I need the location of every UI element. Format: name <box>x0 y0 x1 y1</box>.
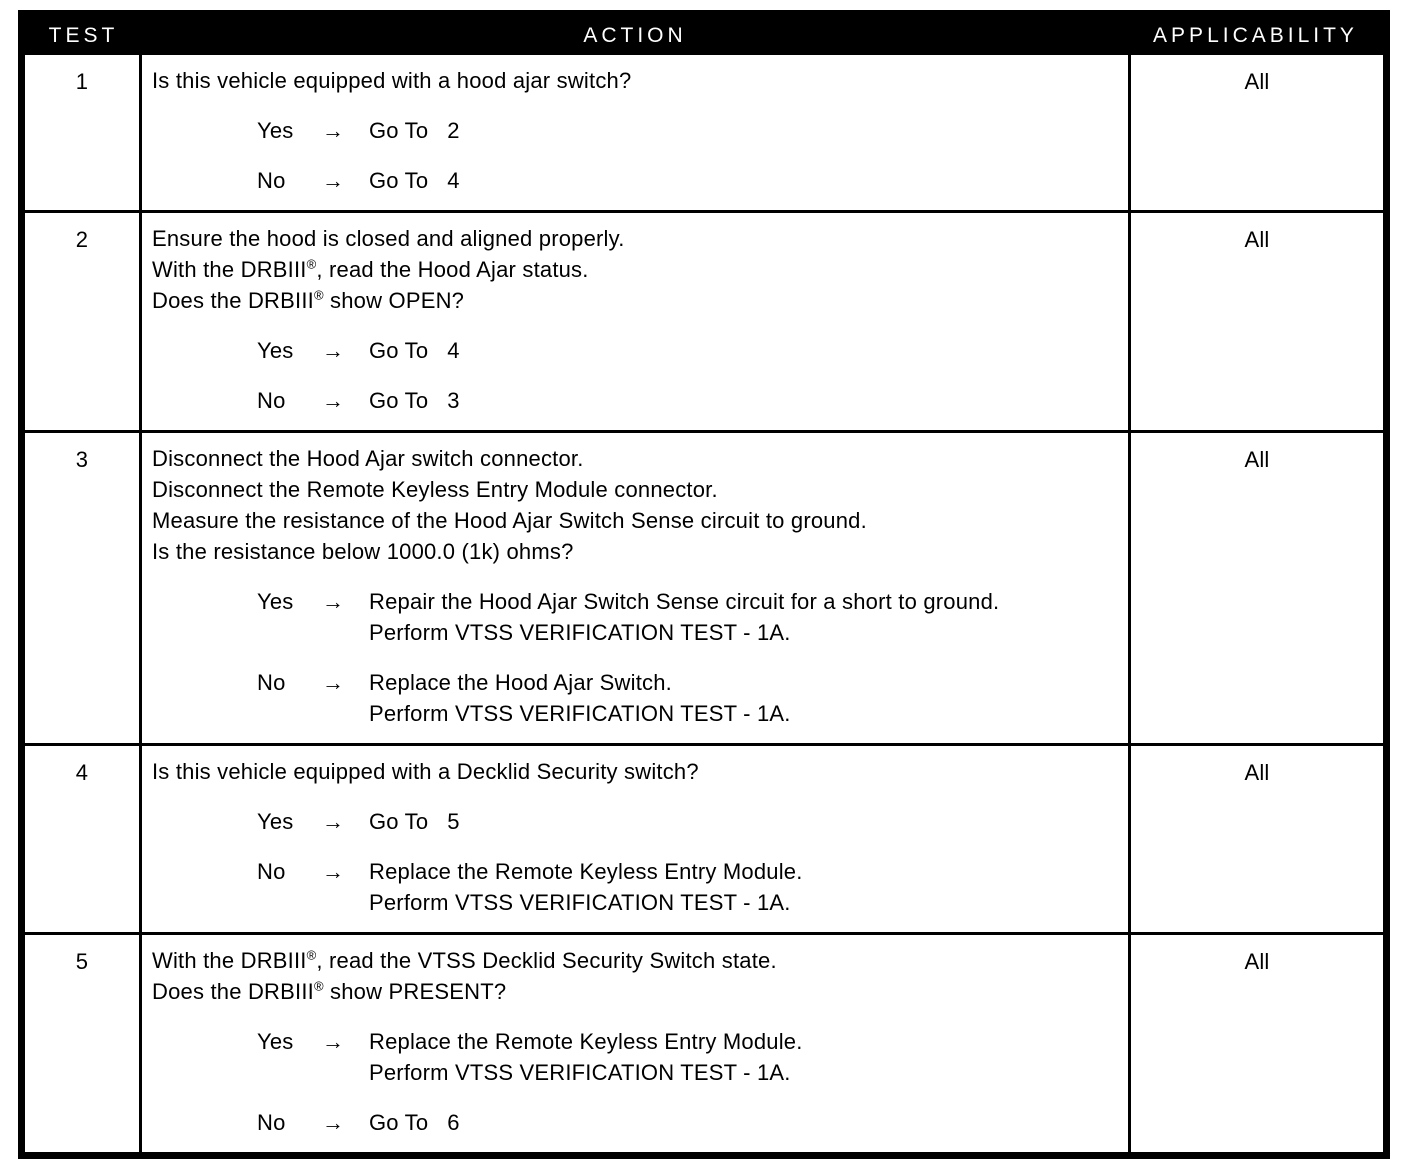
statement-line: Does the DRBIII® show PRESENT? <box>152 978 507 1004</box>
applicability-cell <box>1128 746 1383 932</box>
decision-no <box>257 667 1116 729</box>
statement-line: Is this vehicle equipped with a Decklid Security switch? <box>152 759 699 784</box>
result-line: Replace the Remote Keyless Entry Module. <box>369 859 803 884</box>
action-cell <box>142 55 1128 210</box>
decision-results <box>369 385 1116 416</box>
applicability-value: All <box>1244 447 1270 472</box>
test-number: 4 <box>75 760 89 785</box>
applicability-cell <box>1128 213 1383 430</box>
decision-results <box>369 806 1116 837</box>
column-header-action: ACTION <box>583 24 687 47</box>
statement-line: With the DRBIII®, read the Hood Ajar status. <box>152 256 589 282</box>
result-line: Go To 4 <box>369 168 460 193</box>
decision-answer: Yes <box>257 118 294 143</box>
decision-no <box>257 165 1116 196</box>
statement-line: Is this vehicle equipped with a hood ajar switch? <box>152 68 632 93</box>
decision-answer: Yes <box>257 589 294 614</box>
test-number-cell <box>25 433 142 743</box>
statement-line: Measure the resistance of the Hood Ajar Switch Sense circuit to ground. <box>152 508 867 533</box>
table-row <box>25 932 1383 1152</box>
table-header-row <box>25 17 1383 55</box>
test-number: 3 <box>75 447 89 472</box>
result-line: Repair the Hood Ajar Switch Sense circuit for a short to ground. <box>369 589 1000 614</box>
decision-answer: No <box>257 388 286 413</box>
action-cell <box>142 746 1128 932</box>
test-number-cell <box>25 935 142 1152</box>
column-header-applicability: APPLICABILITY <box>1153 24 1358 47</box>
statement-line: Disconnect the Hood Ajar switch connector. <box>152 446 584 471</box>
test-number-cell <box>25 213 142 430</box>
action-cell <box>142 935 1128 1152</box>
decision-results <box>369 1107 1116 1138</box>
arrow-right-icon: → <box>322 1110 345 1135</box>
table-row <box>25 210 1383 430</box>
test-number: 5 <box>75 949 89 974</box>
decision-answer: No <box>257 670 286 695</box>
test-number: 2 <box>75 227 89 252</box>
table-row <box>25 55 1383 210</box>
decision-answer: Yes <box>257 1029 294 1054</box>
decision-yes <box>257 1026 1116 1088</box>
arrow-right-icon: → <box>322 388 345 413</box>
decision-yes <box>257 806 1116 837</box>
applicability-value: All <box>1244 949 1270 974</box>
column-header-test: TEST <box>48 24 119 47</box>
test-number-cell <box>25 746 142 932</box>
decision-no <box>257 856 1116 918</box>
applicability-value: All <box>1244 69 1270 94</box>
decision-yes <box>257 586 1116 648</box>
decision-answer: Yes <box>257 809 294 834</box>
decision-results <box>369 165 1116 196</box>
arrow-right-icon: → <box>322 670 345 695</box>
arrow-right-icon: → <box>322 1029 345 1054</box>
arrow-right-icon: → <box>322 118 345 143</box>
statement-line: Is the resistance below 1000.0 (1k) ohms? <box>152 539 574 564</box>
decision-answer: No <box>257 1110 286 1135</box>
result-line: Go To 4 <box>369 338 460 363</box>
diagnostic-test-table <box>18 10 1390 1159</box>
result-line: Go To 3 <box>369 388 460 413</box>
decision-results <box>369 335 1116 366</box>
decision-no <box>257 1107 1116 1138</box>
applicability-cell <box>1128 433 1383 743</box>
decision-no <box>257 385 1116 416</box>
action-cell <box>142 213 1128 430</box>
decision-yes <box>257 335 1116 366</box>
result-line: Go To 5 <box>369 809 460 834</box>
arrow-right-icon: → <box>322 859 345 884</box>
result-line: Perform VTSS VERIFICATION TEST - 1A. <box>369 701 791 726</box>
decision-results <box>369 1026 1116 1088</box>
test-number-cell <box>25 55 142 210</box>
test-number: 1 <box>75 69 89 94</box>
applicability-value: All <box>1244 760 1270 785</box>
statement-line: Does the DRBIII® show OPEN? <box>152 287 465 313</box>
statement-line: Ensure the hood is closed and aligned properly. <box>152 226 625 251</box>
decision-answer: Yes <box>257 338 294 363</box>
result-line: Go To 6 <box>369 1110 460 1135</box>
applicability-cell <box>1128 55 1383 210</box>
decision-results <box>369 586 1116 648</box>
decision-answer: No <box>257 859 286 884</box>
result-line: Perform VTSS VERIFICATION TEST - 1A. <box>369 620 791 645</box>
result-line: Perform VTSS VERIFICATION TEST - 1A. <box>369 1060 791 1085</box>
result-line: Go To 2 <box>369 118 460 143</box>
arrow-right-icon: → <box>322 589 345 614</box>
decision-yes <box>257 115 1116 146</box>
decision-results <box>369 115 1116 146</box>
result-line: Replace the Hood Ajar Switch. <box>369 670 672 695</box>
applicability-cell <box>1128 935 1383 1152</box>
applicability-value: All <box>1244 227 1270 252</box>
result-line: Perform VTSS VERIFICATION TEST - 1A. <box>369 890 791 915</box>
statement-line: With the DRBIII®, read the VTSS Decklid Security Switch state. <box>152 947 777 973</box>
table-row <box>25 430 1383 743</box>
arrow-right-icon: → <box>322 168 345 193</box>
statement-line: Disconnect the Remote Keyless Entry Module connector. <box>152 477 718 502</box>
action-cell <box>142 433 1128 743</box>
decision-results <box>369 667 1116 729</box>
result-line: Replace the Remote Keyless Entry Module. <box>369 1029 803 1054</box>
decision-answer: No <box>257 168 286 193</box>
decision-results <box>369 856 1116 918</box>
arrow-right-icon: → <box>322 809 345 834</box>
table-row <box>25 743 1383 932</box>
arrow-right-icon: → <box>322 338 345 363</box>
